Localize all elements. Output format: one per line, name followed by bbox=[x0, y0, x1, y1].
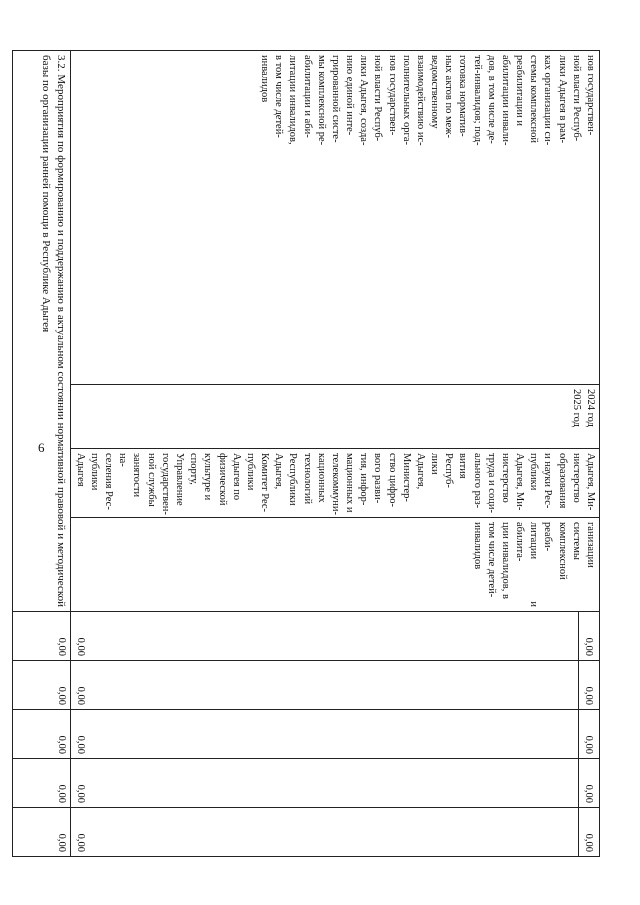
executor-line: спорту, bbox=[188, 453, 200, 485]
table-row bbox=[579, 51, 600, 857]
executor-line: вого разви- bbox=[372, 453, 384, 504]
measure-name-line: литации инвалидов, bbox=[287, 55, 299, 145]
executor-line: и науки Рес- bbox=[542, 453, 554, 509]
executor-line: труда и соци- bbox=[485, 453, 497, 513]
executor-text bbox=[73, 453, 597, 516]
measure-name-line: ной власти Респуб- bbox=[570, 55, 582, 142]
executor-line: Адыгея, Ми- bbox=[585, 453, 596, 511]
value-cell: 0,00 bbox=[579, 759, 600, 808]
measure-name-line: стемы комплексной bbox=[528, 55, 540, 144]
executor-line: ство цифро- bbox=[386, 453, 398, 508]
value-cell: 0,00 bbox=[70, 612, 578, 661]
value-cell: 0,00 bbox=[579, 612, 600, 661]
measure-name-line: готовка норматив- bbox=[457, 55, 469, 137]
executor-line: мационных и bbox=[344, 453, 356, 513]
program-table bbox=[39, 50, 600, 852]
value-cell: 0,00 bbox=[12, 612, 70, 661]
executor-line: Адыгея, Ми- bbox=[514, 453, 526, 511]
measure-name-line: абилитации и аби- bbox=[301, 55, 313, 138]
value-cell: 0,00 bbox=[579, 661, 600, 710]
measure-name-line: ной власти Респуб- bbox=[372, 55, 384, 142]
value-cell: 0,00 bbox=[12, 710, 70, 759]
value-cell: 0,00 bbox=[12, 808, 70, 857]
page-number: 6 bbox=[38, 440, 45, 455]
executor-line: культуре и bbox=[202, 453, 214, 501]
executor-line: ального раз- bbox=[471, 453, 483, 509]
executor-line: государствен- bbox=[159, 453, 171, 515]
measure-name-line: лики Адыгея в рам- bbox=[556, 55, 568, 144]
measure-name-line: в том числе детей- bbox=[273, 55, 285, 138]
measure-name-line: полнительных орга- bbox=[400, 55, 412, 145]
year-label: 2025 год bbox=[570, 389, 582, 427]
measure-name-cell bbox=[70, 51, 599, 385]
value-cell: 0,00 bbox=[70, 759, 578, 808]
executor-line: нистерство bbox=[570, 453, 582, 503]
measure-name-line: дов, в том числе де- bbox=[485, 55, 497, 144]
value-cell: 0,00 bbox=[70, 808, 578, 857]
indicator-line: литации и абилита- bbox=[514, 522, 540, 607]
measure-name-text bbox=[257, 55, 597, 380]
value-cell: 0,00 bbox=[579, 710, 600, 759]
measure-name-line: грированной систе- bbox=[329, 55, 341, 143]
value-cell: 0,00 bbox=[70, 710, 578, 759]
executor-line: нистерство bbox=[499, 453, 511, 503]
executor-line: ной службы bbox=[145, 453, 157, 507]
measure-name-line: реабилитации и bbox=[514, 55, 526, 126]
measure-name-line: абилитации инвали- bbox=[499, 55, 511, 146]
indicator-cell bbox=[70, 518, 599, 612]
executor-line: образования bbox=[556, 453, 568, 509]
executor-line: лики Адыгея, bbox=[414, 453, 441, 490]
executor-line: вития Респуб- bbox=[443, 453, 469, 488]
executor-line: Адыгея по bbox=[230, 453, 242, 501]
executor-line: Комитет Рес- bbox=[259, 453, 271, 513]
indicator-line: ганизации системы bbox=[570, 522, 596, 568]
measure-name-line: тей-инвалидов; под- bbox=[471, 55, 483, 146]
executor-line: селения Рес- bbox=[103, 453, 115, 510]
indicator-text bbox=[469, 522, 597, 607]
value-cell: 0,00 bbox=[70, 661, 578, 710]
year-label: 2024 год bbox=[585, 389, 596, 427]
executor-line: телекоммуни- bbox=[329, 453, 341, 516]
executor-line: Республики bbox=[287, 453, 299, 506]
measure-name-line: ках организации си- bbox=[542, 55, 554, 146]
executor-line: Министер- bbox=[400, 453, 412, 502]
executor-line: публики bbox=[88, 453, 100, 491]
executor-cell bbox=[70, 449, 599, 518]
years-cell bbox=[70, 385, 599, 449]
indicator-line: инвалидов bbox=[471, 522, 483, 570]
executor-line: физической bbox=[216, 453, 228, 506]
executor-line: Управление bbox=[174, 453, 186, 506]
value-cell: 0,00 bbox=[12, 759, 70, 808]
measure-name-line: мы комплексной ре- bbox=[315, 55, 327, 146]
executor-line: Адыгея bbox=[74, 453, 86, 487]
measures-table bbox=[12, 50, 600, 857]
value-cell: 0,00 bbox=[12, 661, 70, 710]
measure-name-line: лики Адыгея, созда- bbox=[358, 55, 370, 146]
measure-name-line: нов государствен- bbox=[585, 55, 596, 136]
measure-name-line: нов государствен- bbox=[386, 55, 398, 136]
measure-name-line: ных актов по меж- bbox=[443, 55, 455, 139]
executor-line: публики bbox=[528, 453, 540, 491]
measure-name-line: взаимодействию ис- bbox=[414, 55, 426, 146]
section-title: 3.2. Мероприятия по формированию и поддержанию в актуальном состоянии нормативной правовой и методической базы по организации ранней помощи в Республике Адыгея bbox=[12, 51, 70, 612]
measure-name-line: нию единой инте- bbox=[344, 55, 356, 136]
executor-line: публики bbox=[244, 453, 256, 491]
executor-line: технологий bbox=[301, 453, 313, 505]
indicator-line: том числе детей- bbox=[485, 522, 497, 598]
section-row bbox=[12, 51, 70, 857]
value-cell: 0,00 bbox=[579, 808, 600, 857]
measure-name-line: инвалидов bbox=[259, 55, 271, 103]
indicator-line: комплексной реаби- bbox=[542, 522, 568, 580]
executor-line: занятости на- bbox=[117, 453, 143, 498]
measure-name-line: ведомственному bbox=[429, 55, 441, 129]
executor-line: Адыгея, bbox=[273, 453, 285, 490]
executor-line: кационных bbox=[315, 453, 327, 503]
executor-line: тия, инфор- bbox=[358, 453, 370, 506]
indicator-line: ции инвалидов, в bbox=[499, 522, 511, 599]
